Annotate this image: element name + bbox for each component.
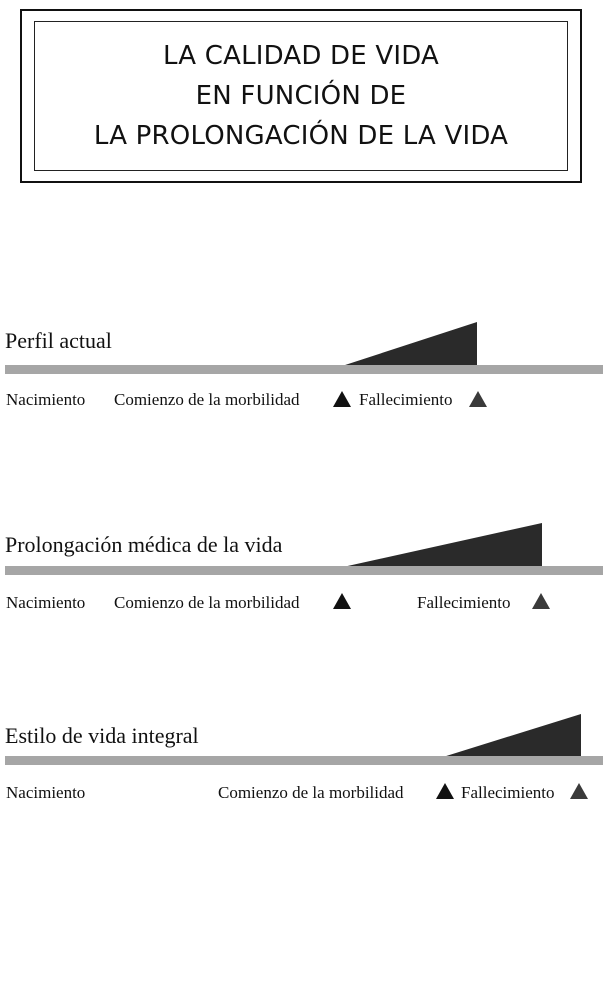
death-label: Fallecimiento: [359, 390, 453, 409]
title-line-3: LA PROLONGACIÓN DE LA VIDA: [93, 121, 509, 151]
section-title: Perfil actual: [5, 328, 112, 353]
birth-label: Nacimiento: [6, 390, 86, 409]
section-title: Estilo de vida integral: [5, 723, 199, 748]
birth-label: Nacimiento: [6, 783, 86, 802]
title-line-2: EN FUNCIÓN DE: [195, 81, 407, 111]
section-title: Prolongación médica de la vida: [5, 532, 283, 557]
morbidity-label: Comienzo de la morbilidad: [218, 783, 404, 802]
death-triangle-up-icon: [570, 783, 588, 799]
morbidity-triangle-up-icon: [436, 783, 454, 799]
morbidity-label: Comienzo de la morbilidad: [114, 390, 300, 409]
title-line-1: LA CALIDAD DE VIDA: [163, 41, 439, 71]
death-label: Fallecimiento: [461, 783, 555, 802]
morbidity-label: Comienzo de la morbilidad: [114, 593, 300, 612]
birth-label: Nacimiento: [6, 593, 86, 612]
death-label: Fallecimiento: [417, 593, 511, 612]
life-track: [5, 756, 603, 765]
